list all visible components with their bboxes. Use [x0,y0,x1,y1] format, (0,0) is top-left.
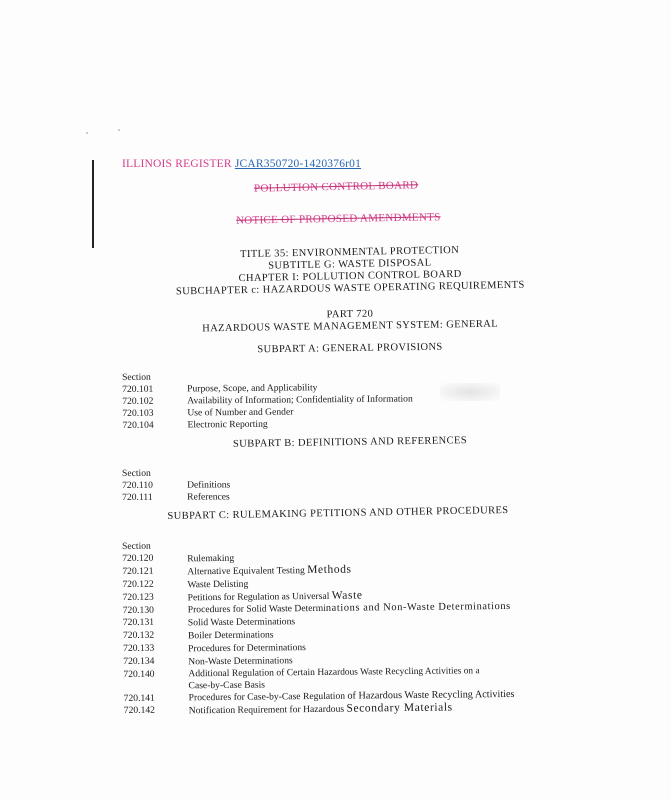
section-title: Availability of Information; Confidentiality of Information [187,393,413,407]
section-title-part: rdous Waste Recycling Activities on a [337,666,480,678]
section-number: 720.102 [122,395,154,407]
change-bar [92,160,94,248]
title-block [100,242,601,300]
section-number: 720.110 [122,479,153,491]
section-title-part: Procedures for Case-by-Case Regulation [188,690,348,704]
subpart-c-heading: SUBPART C: RULEMAKING PETITIONS AND OTHER PROCEDURES [167,505,509,522]
section-number: 720.140 [123,668,155,680]
section-title-part: Procedures for Determinations [188,642,306,655]
part-title: HAZARDOUS WASTE MANAGEMENT SYSTEM: GENERAL [202,318,499,335]
section-label: Section [122,371,151,383]
section-title-part: nations and Non-Waste Determinations [325,600,511,614]
section-title-part: Additional Regulation of Certain Haza [188,666,338,680]
section-title-part: of Hazardous Waste Recycling Activities [347,688,515,702]
subpart-b-heading: SUBPART B: DEFINITIONS AND REFERENCES [232,435,468,450]
part-number: PART 720 [326,308,374,321]
scan-speck [118,129,120,131]
chapter-line: CHAPTER I: POLLUTION CONTROL BOARD [238,268,462,285]
section-number: 720.133 [123,642,155,654]
scan-speck [86,132,88,134]
struck-board-heading: POLLUTION CONTROL BOARD [253,179,419,195]
register-header [122,158,361,170]
section-title-part: Secondary Materials [346,701,453,715]
section-number: 720.134 [123,655,155,667]
section-number: 720.132 [122,629,155,641]
section-title: References [187,491,230,503]
subpart-b-section-list [122,466,592,504]
part-block [100,305,600,337]
section-number: 720.123 [122,591,154,603]
section-label: Section [122,467,151,479]
section-title-part: Non-Waste Determinations [188,655,293,668]
section-number: 720.131 [122,616,155,628]
section-label: Section [122,540,151,552]
section-title: Use of Number and Gender [187,406,294,419]
section-row [122,490,592,504]
section-title-part: Rulemaking [187,552,235,565]
section-number: 720.130 [122,604,154,616]
register-title: ILLINOIS REGISTER [122,158,232,170]
section-title-part: Methods [307,563,352,577]
register-link[interactable]: JCAR350720-1420376r01 [234,158,362,170]
section-title-part: Case-by-Case Basis [188,679,266,692]
section-title: Electronic Reporting [187,418,268,431]
section-number: 720.111 [122,491,153,503]
subchapter-line: SUBCHAPTER c: HAZARDOUS WASTE OPERATING REQUIREMENTS [175,279,525,298]
section-number: 720.121 [122,565,154,577]
section-title-part: Petitions for Regulation as Universal [187,590,332,604]
section-number: 720.120 [122,552,154,564]
section-title-part: Notification Requirement for Hazardous [188,703,347,717]
section-title-part: Solid Waste Determinations [187,616,296,629]
section-title-part: Waste Delisting [187,578,249,591]
section-number: 720.103 [122,407,154,419]
section-title-part: Waste [331,589,363,602]
section-title-part: Alternative Equivalent Testing [187,565,308,578]
subpart-c-section-list [122,536,594,718]
section-number: 720.104 [122,419,154,431]
section-title-part: Boiler Determinations [187,629,274,642]
section-title: Definitions [187,479,231,491]
section-title-part: Procedures for Solid Waste Determi [187,602,326,616]
title-line: TITLE 35: ENVIRONMENTAL PROTECTION [239,244,460,261]
subpart-a-heading: SUBPART A: GENERAL PROVISIONS [257,341,443,356]
struck-notice-heading: NOTICE OF PROPOSED AMENDMENTS [235,211,441,227]
section-number: 720.101 [122,383,154,395]
section-number: 720.122 [122,578,154,590]
subtitle-line: SUBTITLE G: WASTE DISPOSAL [268,257,432,272]
subpart-a-section-list [122,368,593,432]
section-number: 720.142 [123,704,156,716]
section-title: Purpose, Scope, and Applicability [187,382,318,395]
section-number [123,680,188,693]
section-number: 720.141 [123,692,155,704]
